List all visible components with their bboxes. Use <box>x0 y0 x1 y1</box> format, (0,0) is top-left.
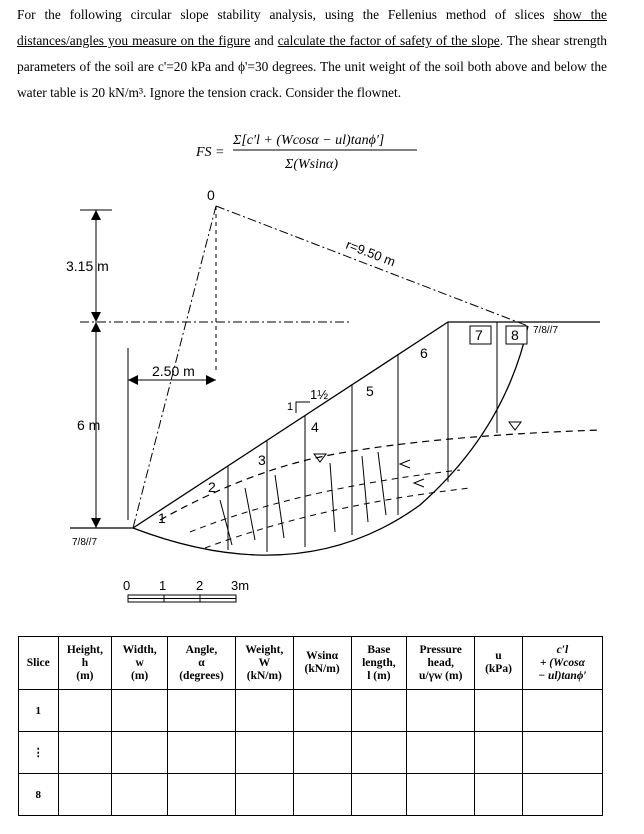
dim-top-arrow-down <box>91 312 101 322</box>
table-cell-slice: ⋮ <box>19 732 59 774</box>
equipotential-line <box>362 456 368 522</box>
dim-height-label: 6 m <box>77 417 101 433</box>
col-header-slice: Slice <box>19 637 59 690</box>
slice-label: 7 <box>475 327 483 343</box>
equipotential-line <box>378 452 386 515</box>
col-header-width: Width, w (m) <box>112 637 168 690</box>
scale-tick-label: 3m <box>231 578 250 593</box>
dim-height-arrow-up <box>91 322 101 332</box>
scale-tick-label: 2 <box>196 578 204 593</box>
problem-text-2: and <box>250 33 278 48</box>
slice-label: 8 <box>511 327 519 343</box>
table-cell-slice: 1 <box>19 690 59 732</box>
water-table-symbol <box>509 422 521 430</box>
formula-lhs: FS = <box>196 145 225 160</box>
flow-line <box>205 488 470 548</box>
table-row <box>19 732 603 774</box>
slice-label: 2 <box>208 479 216 495</box>
dim-offset-label: 2.50 m <box>152 363 195 379</box>
table-row <box>19 774 603 816</box>
radius-line-right <box>216 206 528 326</box>
radius-label: r=9.50 m <box>343 236 398 270</box>
equipotential-line <box>330 463 335 532</box>
equipotential-line <box>220 500 232 545</box>
problem-underline-2: calculate the factor of safety of the slope <box>277 33 500 48</box>
col-header-u: u (kPa) <box>475 637 523 690</box>
dim-offset-arrow-left <box>128 375 138 385</box>
slice-label: 3 <box>258 452 266 468</box>
dim-top-label: 3.15 m <box>66 258 109 274</box>
scale-tick-label: 1 <box>159 578 167 593</box>
phreatic-line <box>160 430 600 520</box>
crest-ground-hatch: 7/8//7 <box>533 325 559 336</box>
col-header-angle: Angle, α (degrees) <box>168 637 236 690</box>
slope-ratio-one: 1 <box>287 401 294 413</box>
slice-label: 6 <box>420 345 428 361</box>
dim-height-arrow-down <box>91 518 101 528</box>
flow-line <box>190 470 460 532</box>
flow-arrow <box>414 479 424 487</box>
col-header-wsin: Wsinα (kN/m) <box>293 637 351 690</box>
table-row <box>19 690 603 732</box>
slope-ratio-label: 1½ <box>310 387 329 402</box>
col-header-pressure-head: Pressure head, u/γw (m) <box>407 637 475 690</box>
problem-text-3: . The shear strength parameters of the soil are c'=20 kPa and ϕ'=30 degrees. The unit weight of the soil both above and below the water table is 20 kN/m³. Ignore the tension crack. Consider the flownet. <box>17 33 608 100</box>
equipotential-line <box>275 475 284 538</box>
col-header-weight: Weight, W (kN/m) <box>235 637 293 690</box>
toe-ground-hatch: 7/8//7 <box>72 537 98 548</box>
slice-label: 1 <box>158 510 166 526</box>
slip-circle <box>133 326 528 555</box>
formula-numerator: Σ[c′l + (Wcosα − ul)tanϕ′] <box>233 133 385 148</box>
dim-top-arrow-up <box>91 210 101 220</box>
formula-denominator: Σ(Wsinα) <box>285 157 338 172</box>
slice-label: 5 <box>366 383 374 399</box>
center-label: 0 <box>207 187 215 203</box>
slice-calculation-table <box>18 636 603 816</box>
dim-offset-arrow-right <box>206 375 216 385</box>
flow-arrow <box>400 460 410 468</box>
problem-text-1: For the following circular slope stability analysis, using the Fellenius method of slices <box>17 7 554 22</box>
col-header-base-length: Base length, l (m) <box>351 637 407 690</box>
slice-label: 4 <box>311 419 319 435</box>
problem-underline-1: show the distances/angles you measure on the figure <box>17 7 607 48</box>
col-header-resisting: c′l + (Wcosα − ul)tanϕ′ <box>522 637 602 690</box>
table-header-row <box>19 637 603 690</box>
col-header-height: Height, h (m) <box>58 637 112 690</box>
scale-tick-label: 0 <box>123 578 131 593</box>
table-cell-slice: 8 <box>19 774 59 816</box>
